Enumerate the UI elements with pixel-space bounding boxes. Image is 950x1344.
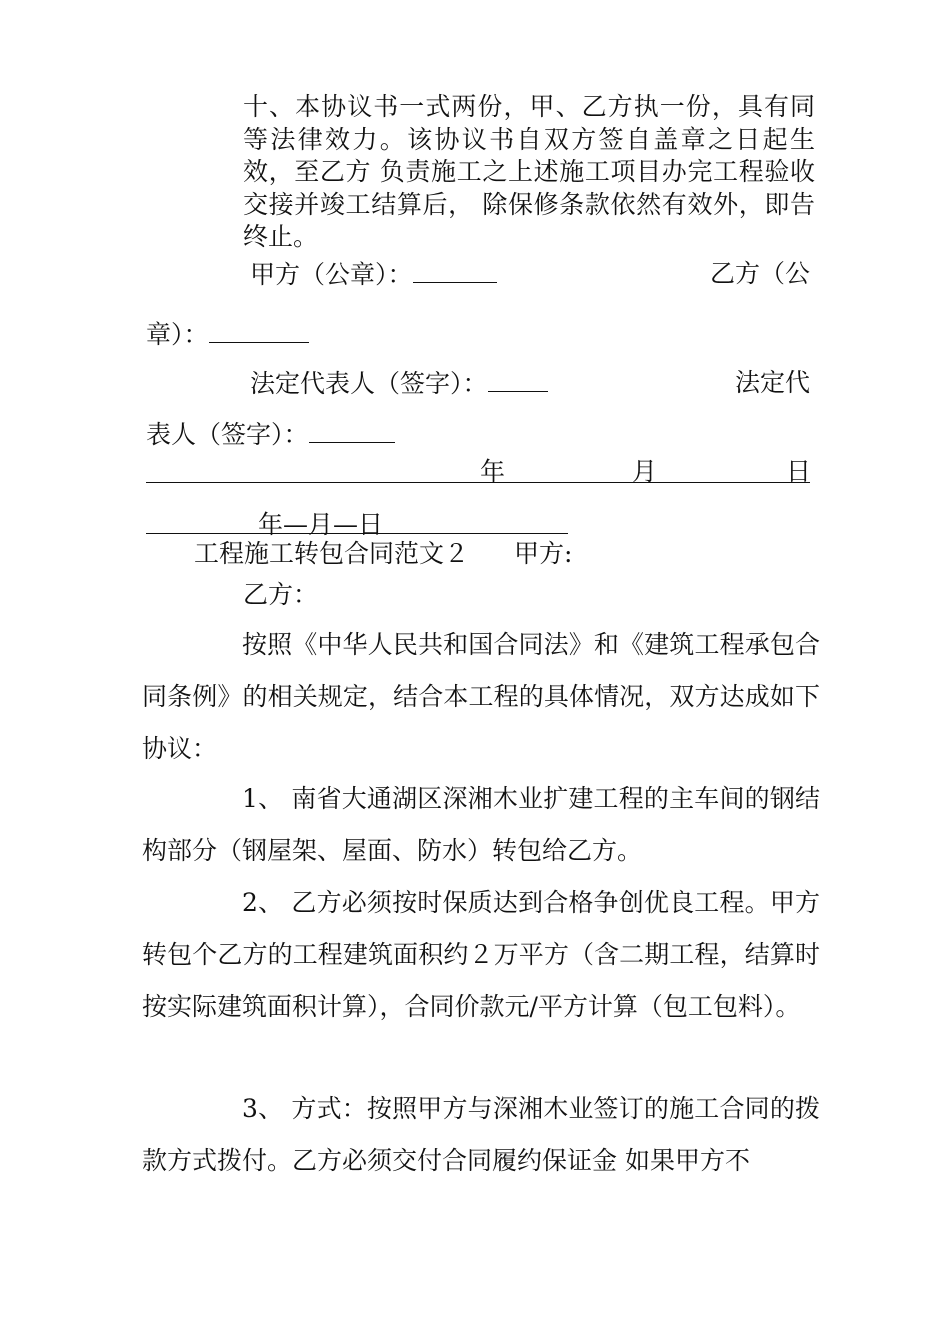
date-line <box>146 452 812 486</box>
party-b-seal-label-cont: 章）： <box>146 318 309 351</box>
date-day: 日 <box>786 457 812 486</box>
intro-paragraph: 按照《中华人民共和国合同法》和《建筑工程承包合同条例》的相关规定，结合本工程的具体情况，双方达成如下协议： <box>142 630 820 763</box>
party-a-seal-blank[interactable] <box>413 258 497 283</box>
item-2: 2、 乙方必须按时保质达到合格争创优良工程。甲方转包个乙方的工程建筑面积约２万平方（含二期工程，结算时按实际建筑面积计算），合同价款元/平方计算（包工包料）。 <box>142 888 820 1021</box>
date-year: 年 <box>480 457 506 486</box>
item-1: 1、 南省大通湖区深湘木业扩建工程的主车间的钢结构部分（钢屋架、屋面、防水）转包给乙方。 <box>142 784 820 865</box>
rep-a-blank[interactable] <box>488 367 548 392</box>
contract-title: 工程施工转包合同范文２ <box>194 539 470 568</box>
rep-a-label: 法定代表人（签字）： <box>250 367 548 400</box>
rep-b-blank[interactable] <box>309 418 395 443</box>
rep-b-label-cont: 表人（签字）： <box>146 418 395 451</box>
date-line-2 <box>146 505 568 539</box>
party-a-label: 甲方: <box>514 539 573 568</box>
party-b-seal-blank[interactable] <box>209 318 309 343</box>
party-a-seal-label: 甲方（公章）： <box>250 258 497 291</box>
rep-b-label: 法定代 <box>735 368 811 397</box>
item-3: 3、 方式：按照甲方与深湘木业签订的施工合同的拨款方式拨付。乙方必须交付合同履约保证金 如果甲方不 <box>142 1094 820 1175</box>
party-b-label: 乙方： <box>243 580 319 609</box>
clause-ten: 十、本协议书一式两份，甲、乙方执一份，具有同等法律效力。该协议书自双方签自盖章之日起生效，至乙方 负责施工之上述施工项目办完工程验收交接并竣工结算后， 除保修条款依然有效外，即告终止。 <box>243 92 815 251</box>
date-line-2-text: 年—月—日 <box>258 510 384 539</box>
date-month: 月 <box>632 457 658 486</box>
party-b-seal-label: 乙方（公 <box>710 259 811 288</box>
